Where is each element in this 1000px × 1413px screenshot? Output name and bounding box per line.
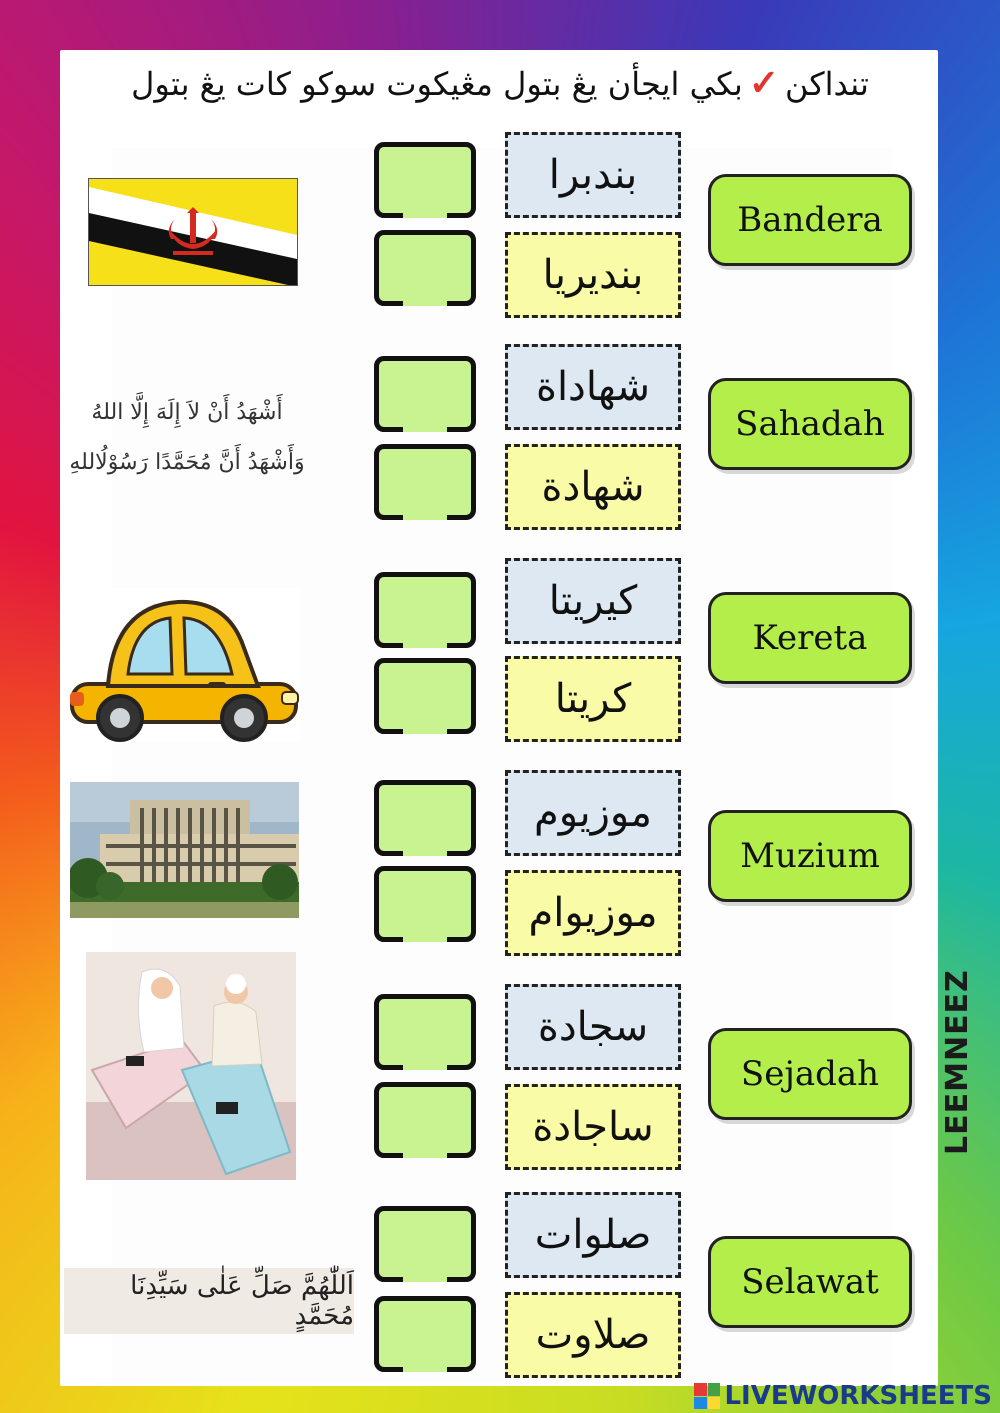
answer-box-selawat-b[interactable] (374, 1296, 476, 1372)
answer-box-kereta-a[interactable] (374, 572, 476, 648)
choice-kereta-a: كيريتا (505, 558, 681, 644)
choice-sahadah-b: شهادة (505, 444, 681, 530)
answer-box-sejadah-a[interactable] (374, 994, 476, 1070)
answer-box-sejadah-b[interactable] (374, 1082, 476, 1158)
worksheet-inner (112, 148, 892, 1383)
instruction-header (0, 62, 1000, 104)
answer-box-sahadah-b[interactable] (374, 444, 476, 520)
word-pill-muzium: Muzium (708, 810, 912, 902)
word-pill-selawat: Selawat (708, 1236, 912, 1328)
word-pill-bandera: Bandera (708, 174, 912, 266)
word-pill-kereta: Kereta (708, 592, 912, 684)
choice-sahadah-a: شهاداة (505, 344, 681, 430)
word-pill-sahadah: Sahadah (708, 378, 912, 470)
car-image (68, 588, 300, 742)
answer-box-bandera-b[interactable] (374, 230, 476, 306)
answer-box-selawat-a[interactable] (374, 1206, 476, 1282)
choice-bandera-a: بندبرا (505, 132, 681, 218)
choice-selawat-b: صلاوت (505, 1292, 681, 1378)
prayer-mat-image (86, 952, 296, 1180)
choice-kereta-b: كريتا (505, 656, 681, 742)
liveworksheets-footer[interactable] (694, 1379, 992, 1413)
instruction-part1: تنداكن (785, 65, 869, 103)
museum-image (70, 782, 299, 918)
brunei-flag-image (88, 178, 298, 286)
instruction-part2: بكي ايجأن يڠ بتول مڠيكوت سوكو كات يڠ بتول (131, 65, 743, 103)
answer-box-kereta-b[interactable] (374, 658, 476, 734)
brand-label: LEEMNEEZ (940, 969, 975, 1155)
selawat-image: اَللّٰهُمَّ صَلِّ عَلٰى سَيِّدِنَا مُحَمَّدٍ (64, 1268, 354, 1334)
choice-sejadah-b: ساجادة (505, 1084, 681, 1170)
choice-muzium-a: موزيوم (505, 770, 681, 856)
answer-box-sahadah-a[interactable] (374, 356, 476, 432)
shahadah-image (62, 388, 312, 498)
answer-box-muzium-b[interactable] (374, 866, 476, 942)
answer-box-muzium-a[interactable] (374, 780, 476, 856)
check-icon: ✓ (748, 62, 779, 104)
liveworksheets-logo-icon (694, 1383, 720, 1409)
choice-sejadah-a: سجادة (505, 984, 681, 1070)
choice-selawat-a: صلوات (505, 1192, 681, 1278)
choice-bandera-b: بنديريا (505, 232, 681, 318)
answer-box-bandera-a[interactable] (374, 142, 476, 218)
word-pill-sejadah: Sejadah (708, 1028, 912, 1120)
footer-label: LIVEWORKSHEETS (724, 1381, 992, 1411)
shahadah-line-1: أَشْهَدُ أَنْ لاَ إِلَهَ إِلَّا اللهُ (91, 400, 283, 425)
choice-muzium-b: موزيوام (505, 870, 681, 956)
shahadah-line-2: وَأَشْهَدُ أَنَّ مُحَمَّدًا رَسُوْلُاللهِ (69, 450, 305, 475)
